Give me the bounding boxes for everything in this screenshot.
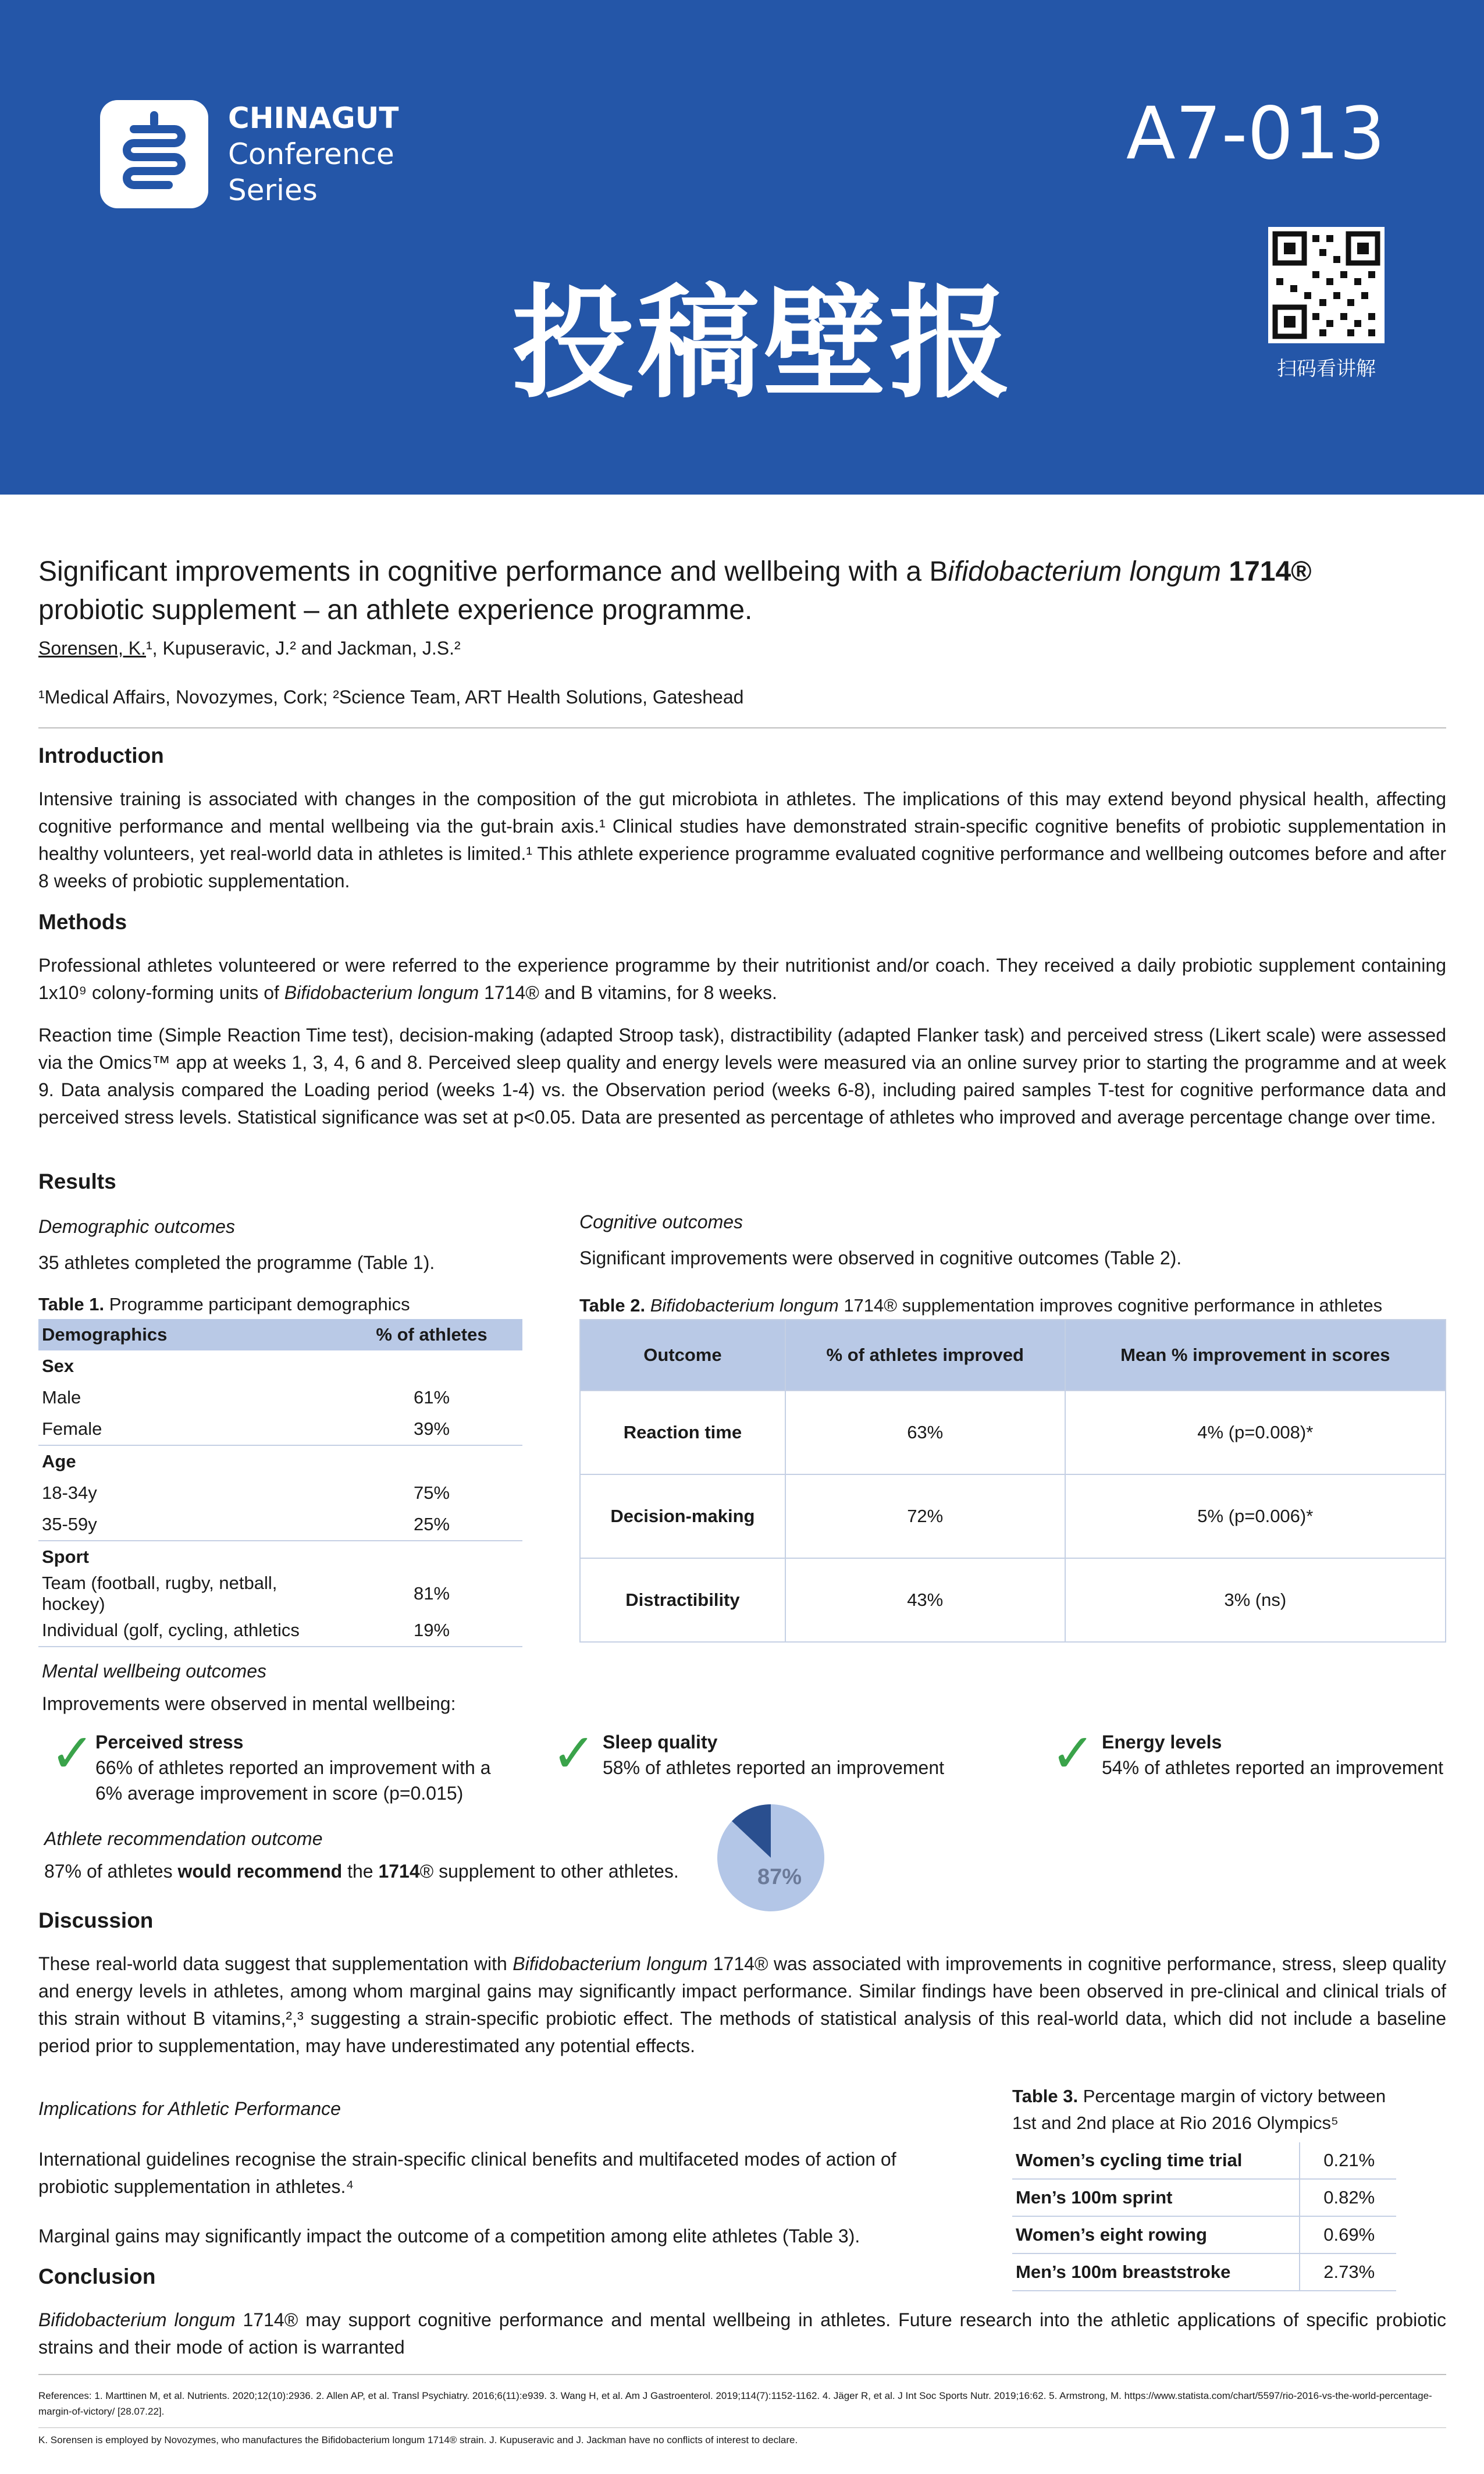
references: References: 1. Marttinen M, et al. Nutrients. 2020;12(10):2936. 2. Allen AP, et al. Transl Psychiatry. 2016;6(11):e939. 3. Wang H, et al. Am J Gastroenterol. 2019;114(7):1152-1162. 4. Jäger R, et al. J Int Soc Sports Nutr. 2019;16:62. 5. Armstrong, M. https://www.statista.com/chart/5597/rio-2016-vs-the-world-percentage-margin-of-victory/ [28.07.22].	[38, 2390, 1432, 2417]
table1-row-label: 18-34y	[42, 1483, 97, 1503]
table2-improved: 72%	[785, 1474, 1065, 1558]
table3-label: Table 3.	[1012, 2086, 1079, 2106]
table3-margin: 0.82%	[1300, 2179, 1396, 2216]
checkmark-icon: ✓	[1051, 1722, 1096, 1785]
qr-caption: 扫码看讲解	[1277, 357, 1376, 381]
discussion-species: Bifidobacterium longum	[513, 1953, 708, 1974]
table2-outcome: Reaction time	[580, 1391, 785, 1474]
table2-header-improved: % of athletes improved	[785, 1320, 1065, 1391]
checkmark-icon: ✓	[551, 1722, 597, 1785]
implications-paragraph-2: Marginal gains may significantly impact the outcome of a competition among elite athletes (Table 3).	[38, 2226, 860, 2246]
recommend-heading: Athlete recommendation outcome	[44, 1828, 323, 1849]
methods-paragraph-2: Reaction time (Simple Reaction Time test), decision-making (adapted Stroop task), distractibility (adapted Flanker task) and perceived stress (Likert scale) were assessed via the Omics™ app at weeks 1, 3, 4, 6 and 8. Perceived sleep quality and energy levels were measured via an online survey prior to starting the programme and at week 9. Data analysis compared the Loading period (weeks 1-4) vs. the Observation period (weeks 6-8), including paired samples T-test for cognitive performance data and perceived stress levels. Statistical significance was set at p<0.05. Data are presented as percentage of athletes who improved and average percentage change over time.	[38, 1025, 1446, 1128]
title-line2: probiotic supplement – an athlete experience programme.	[38, 595, 753, 625]
recommend-a: 87% of athletes	[44, 1861, 178, 1882]
discussion-a: These real-world data suggest that supplementation with	[38, 1953, 513, 1974]
title-species: ifidobacterium longum	[948, 556, 1222, 587]
title-part: Significant improvements in cognitive performance and wellbeing with a B	[38, 556, 948, 587]
table3-event: Women’s eight rowing	[1012, 2216, 1300, 2253]
table1-row-label: Male	[42, 1387, 81, 1407]
introduction-text: Intensive training is associated with changes in the composition of the gut microbiota in athletes. The implications of this may extend beyond physical health, affecting cognitive performance and mental wellbeing via the gut-brain axis.¹ Clinical studies have demonstrated strain-specific cognitive benefits of probiotic supplementation in healthy volunteers, yet real-world data in athletes is limited.¹ This athlete experience programme evaluated cognitive performance and wellbeing outcomes before and after 8 weeks of probiotic supplementation.	[38, 788, 1446, 891]
implications-paragraph-1: International guidelines recognise the strain-specific clinical benefits and multifaceted modes of action of probiotic supplementation in athletes.⁴	[38, 2149, 896, 2197]
margin-of-victory-table	[1012, 2142, 1396, 2291]
table1-row-value: 19%	[413, 1620, 450, 1640]
implications-heading: Implications for Athletic Performance	[38, 2098, 341, 2119]
other-authors: ¹, Kupuseravic, J.² and Jackman, J.S.²	[146, 638, 461, 659]
table3-event: Women’s cycling time trial	[1012, 2142, 1300, 2179]
table2-species: Bifidobacterium longum	[645, 1295, 839, 1316]
table1-row-value: 25%	[413, 1514, 450, 1534]
table1-row-value: 75%	[413, 1483, 450, 1503]
discussion-text	[38, 1950, 1446, 2060]
methods-heading: Methods	[38, 910, 127, 934]
table1-row-label: Individual (golf, cycling, athletics	[42, 1620, 300, 1640]
results-heading: Results	[38, 1170, 116, 1193]
table3-title: Percentage margin of victory between	[1078, 2086, 1386, 2106]
brand-series: Series	[228, 173, 318, 207]
table1-caption	[38, 1294, 410, 1315]
conclusion-species: Bifidobacterium longum	[38, 2309, 236, 2330]
table1-header-percent: % of athletes	[341, 1319, 522, 1350]
table2-header-mean: Mean % improvement in scores	[1065, 1320, 1446, 1391]
wellbeing-line: 6% average improvement in score (p=0.015)	[95, 1783, 464, 1804]
table1-group: Age	[38, 1445, 522, 1477]
pie-label: 87%	[757, 1865, 802, 1889]
discussion-b: 1714® was associated with improvements in cognitive performance, stress, sleep quality and energy levels in athletes, among whom marginal gains may significantly impact performance. Similar findings have been observed in pre-clinical and clinical trials of this strain without B vitamins,²,³ suggesting a strain-specific probiotic effect. The methods of statistical analysis of this real-world data, which did not include a baseline period prior to supplementation, may have underestimated any potential effects.	[38, 1953, 1447, 2056]
recommend-strain: 1714	[378, 1861, 420, 1882]
table1-title: Programme participant demographics	[104, 1294, 410, 1314]
conclusion-heading: Conclusion	[38, 2265, 156, 2288]
methods-p1-b: 1714® and B vitamins, for 8 weeks.	[479, 982, 777, 1003]
table2-title: 1714® supplementation improves cognitive performance in athletes	[838, 1295, 1383, 1316]
brand-name: CHINAGUT	[228, 101, 399, 135]
wellbeing-heading: Mental wellbeing outcomes	[42, 1661, 266, 1682]
conclusion-body: 1714® may support cognitive performance and mental wellbeing in athletes. Future research into the athletic applications of specific probiotic strains and their mode of action is warranted	[38, 2309, 1447, 2358]
conclusion-text	[38, 2306, 1446, 2361]
table3-event: Men’s 100m breaststroke	[1012, 2253, 1300, 2291]
methods-paragraph-1	[38, 952, 1446, 1007]
footer-divider	[38, 2427, 1446, 2428]
wellbeing-line: 66% of athletes reported an improvement with a	[95, 1757, 491, 1778]
recommend-c: ® supplement to other athletes.	[419, 1861, 679, 1882]
poster-id: A7-013	[1126, 92, 1385, 176]
poster-title-cn: 投稿壁报	[512, 272, 1015, 415]
table2-mean: 4% (p=0.008)*	[1065, 1391, 1446, 1474]
paper-title	[38, 553, 1446, 630]
wellbeing-title: Sleep quality	[603, 1732, 718, 1753]
table1-header-demographics: Demographics	[38, 1319, 341, 1350]
title-strain: 1714®	[1221, 556, 1312, 587]
recommend-bold: would recommend	[177, 1861, 343, 1882]
chinagut-logo-icon	[100, 100, 208, 208]
table1-row-label: Team (football, rugby, netball, hockey)	[42, 1573, 277, 1614]
wellbeing-title: Energy levels	[1102, 1732, 1222, 1753]
table3-margin: 0.69%	[1300, 2216, 1396, 2253]
discussion-heading: Discussion	[38, 1908, 154, 1932]
table3-margin: 2.73%	[1300, 2253, 1396, 2291]
demographic-heading: Demographic outcomes	[38, 1216, 235, 1237]
checkmark-icon: ✓	[50, 1722, 95, 1785]
cognitive-text: Significant improvements were observed in cognitive outcomes (Table 2).	[579, 1247, 1182, 1268]
cognitive-table	[579, 1319, 1446, 1643]
table2-mean: 3% (ns)	[1065, 1558, 1446, 1642]
divider	[38, 727, 1446, 728]
recommend-b: the	[342, 1861, 379, 1882]
wellbeing-line: 54% of athletes reported an improvement	[1102, 1757, 1443, 1778]
table2-outcome: Distractibility	[580, 1558, 785, 1642]
table2-outcome: Decision-making	[580, 1474, 785, 1558]
table1-group: Sex	[42, 1356, 74, 1376]
recommendation-pie-chart	[716, 1803, 826, 1913]
recommend-text	[44, 1861, 679, 1882]
table1-row-value: 81%	[413, 1583, 450, 1604]
qr-code-icon[interactable]	[1268, 227, 1385, 343]
table2-mean: 5% (p=0.006)*	[1065, 1474, 1446, 1558]
table1-group: Sport	[38, 1541, 522, 1573]
wellbeing-line: 58% of athletes reported an improvement	[603, 1757, 944, 1778]
table2-caption	[579, 1295, 1382, 1316]
wellbeing-title: Perceived stress	[95, 1732, 244, 1753]
table1-row-value: 61%	[413, 1387, 450, 1407]
table2-header-outcome: Outcome	[580, 1320, 785, 1391]
brand-conference: Conference	[228, 137, 394, 171]
demographic-text: 35 athletes completed the programme (Table 1).	[38, 1252, 435, 1273]
table1-row-label: 35-59y	[42, 1514, 97, 1534]
table1-row-label: Female	[42, 1419, 102, 1439]
table2-improved: 43%	[785, 1558, 1065, 1642]
table3-event: Men’s 100m sprint	[1012, 2179, 1300, 2216]
table1-row-value: 39%	[413, 1419, 450, 1439]
table2-label: Table 2.	[579, 1295, 646, 1316]
authors	[38, 638, 461, 659]
affiliations: ¹Medical Affairs, Novozymes, Cork; ²Science Team, ART Health Solutions, Gateshead	[38, 687, 744, 708]
table3-margin: 0.21%	[1300, 2142, 1396, 2179]
table3-caption	[1012, 2083, 1454, 2137]
methods-p1-species: Bifidobacterium longum	[284, 982, 479, 1003]
demographics-table	[38, 1319, 522, 1647]
presenting-author: Sorensen, K.	[38, 638, 146, 659]
footer-divider	[38, 2374, 1446, 2375]
table1-label: Table 1.	[38, 1294, 105, 1314]
cognitive-heading: Cognitive outcomes	[579, 1211, 743, 1232]
introduction-heading: Introduction	[38, 744, 164, 767]
table3-title-line2: 1st and 2nd place at Rio 2016 Olympics⁵	[1012, 2113, 1339, 2133]
wellbeing-text: Improvements were observed in mental wellbeing:	[42, 1693, 456, 1714]
disclosure: K. Sorensen is employed by Novozymes, who manufactures the Bifidobacterium longum 1714® strain. J. Kupuseravic and J. Jackman have no conflicts of interest to declare.	[38, 2434, 798, 2445]
table2-improved: 63%	[785, 1391, 1065, 1474]
methods-p1-a: Professional athletes volunteered or were referred to the experience programme by their nutritionist and/or coach. They received a daily probiotic supplement containing 1x10⁹ colony-forming units of	[38, 955, 1446, 1003]
